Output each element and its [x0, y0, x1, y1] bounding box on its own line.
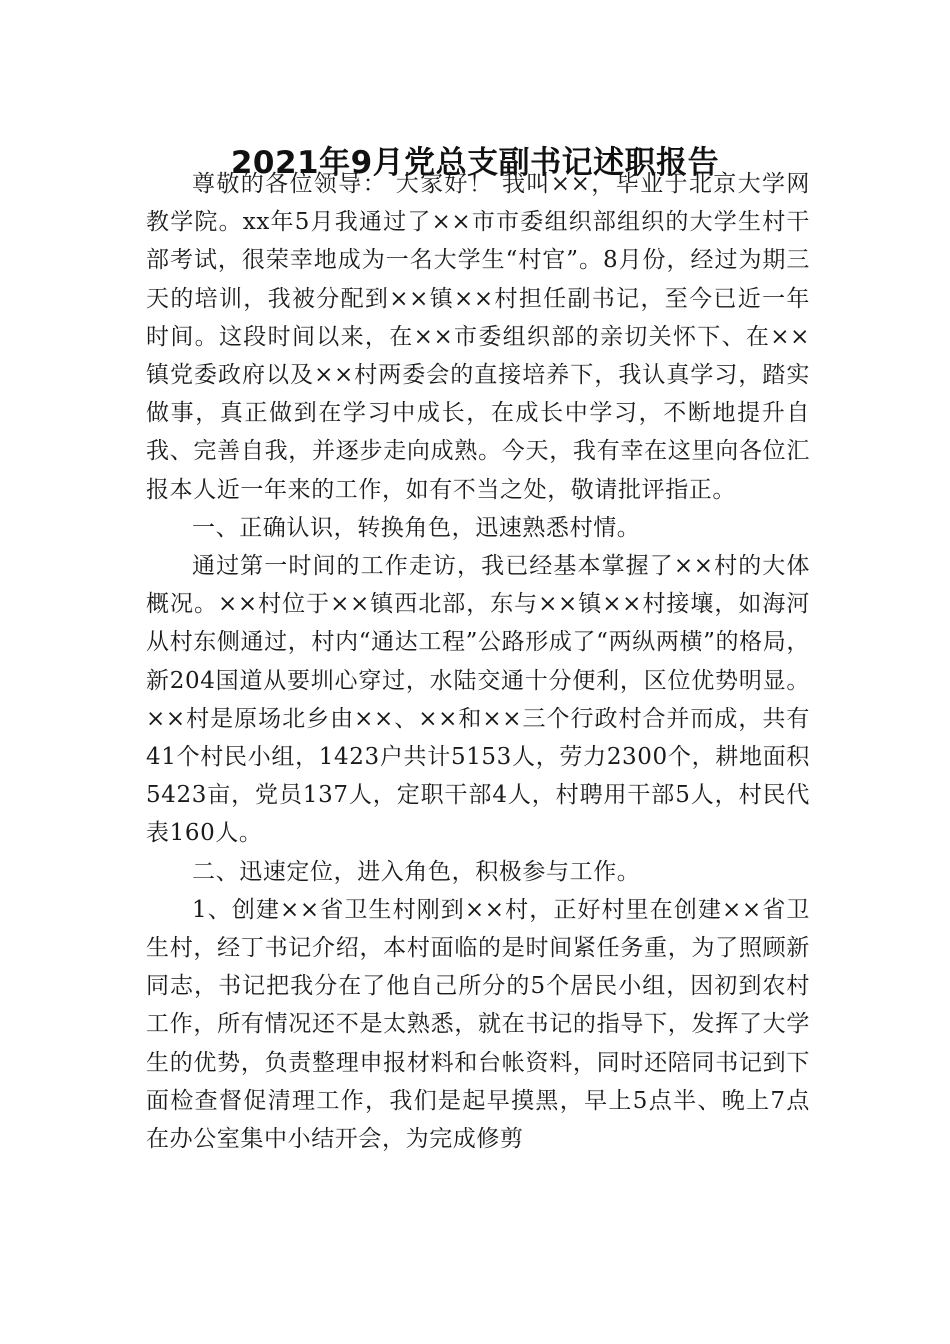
- document-title: 2021年9月党总支副书记述职报告: [230, 144, 720, 181]
- section-heading-1: 一、正确认识，转换角色，迅速熟悉村情。: [192, 514, 641, 541]
- paragraph-village-overview: 通过第一时间的工作走访，我已经基本掌握了××村的大体概况。××村位于××镇西北部，东与××镇××村接壤，如海河从村东侧通过，村内“通达工程”公路形成了“两纵两横”的格局，新204国道从要圳心穿过，水陆交通十分便利，区位优势明显。××村是原场北乡由××、××和××三个行政村合并而成，共有41个村民小组，1423户共计5153人，劳力2300个，耕地面积5423亩，党员137人，定职干部4人，村聘用干部5人，村民代表160人。: [146, 553, 810, 847]
- paragraph-health-village: 1、创建××省卫生村刚到××村，正好村里在创建××省卫生村，经丁书记介绍，本村面临的是时间紧任务重，为了照顾新同志，书记把我分在了他自己所分的5个居民小组，因初到农村工作，所有情况还不是太熟悉，就在书记的指导下，发挥了大学生的优势，负责整理申报材料和台帐资料，同时还陪同书记到下面检查督促清理工作，我们是起早摸黑，早上5点半、晚上7点在办公室集中小结开会，为完成修剪: [146, 896, 810, 1153]
- paragraph-greeting: 尊敬的各位领导： 大家好！ 我叫××，毕业于北京大学网教学院。xx年5月我通过了××市市委组织部组织的大学生村干部考试，很荣幸地成为一名大学生“村官”。8月份，经过为期三天的培训，我被分配到××镇××村担任副书记，至今已近一年时间。这段时间以来，在××市委组织部的亲切关怀下、在××镇党委政府以及××村两委会的直接培养下，我认真学习，踏实做事，真正做到在学习中成长，在成长中学习，不断地提升自我、完善自我，并逐步走向成熟。今天，我有幸在这里向各位汇报本人近一年来的工作，如有不当之处，敬请批评指正。: [146, 171, 810, 503]
- section-heading-2: 二、迅速定位，进入角色，积极参与工作。: [192, 858, 641, 885]
- document-body: [146, 165, 810, 1158]
